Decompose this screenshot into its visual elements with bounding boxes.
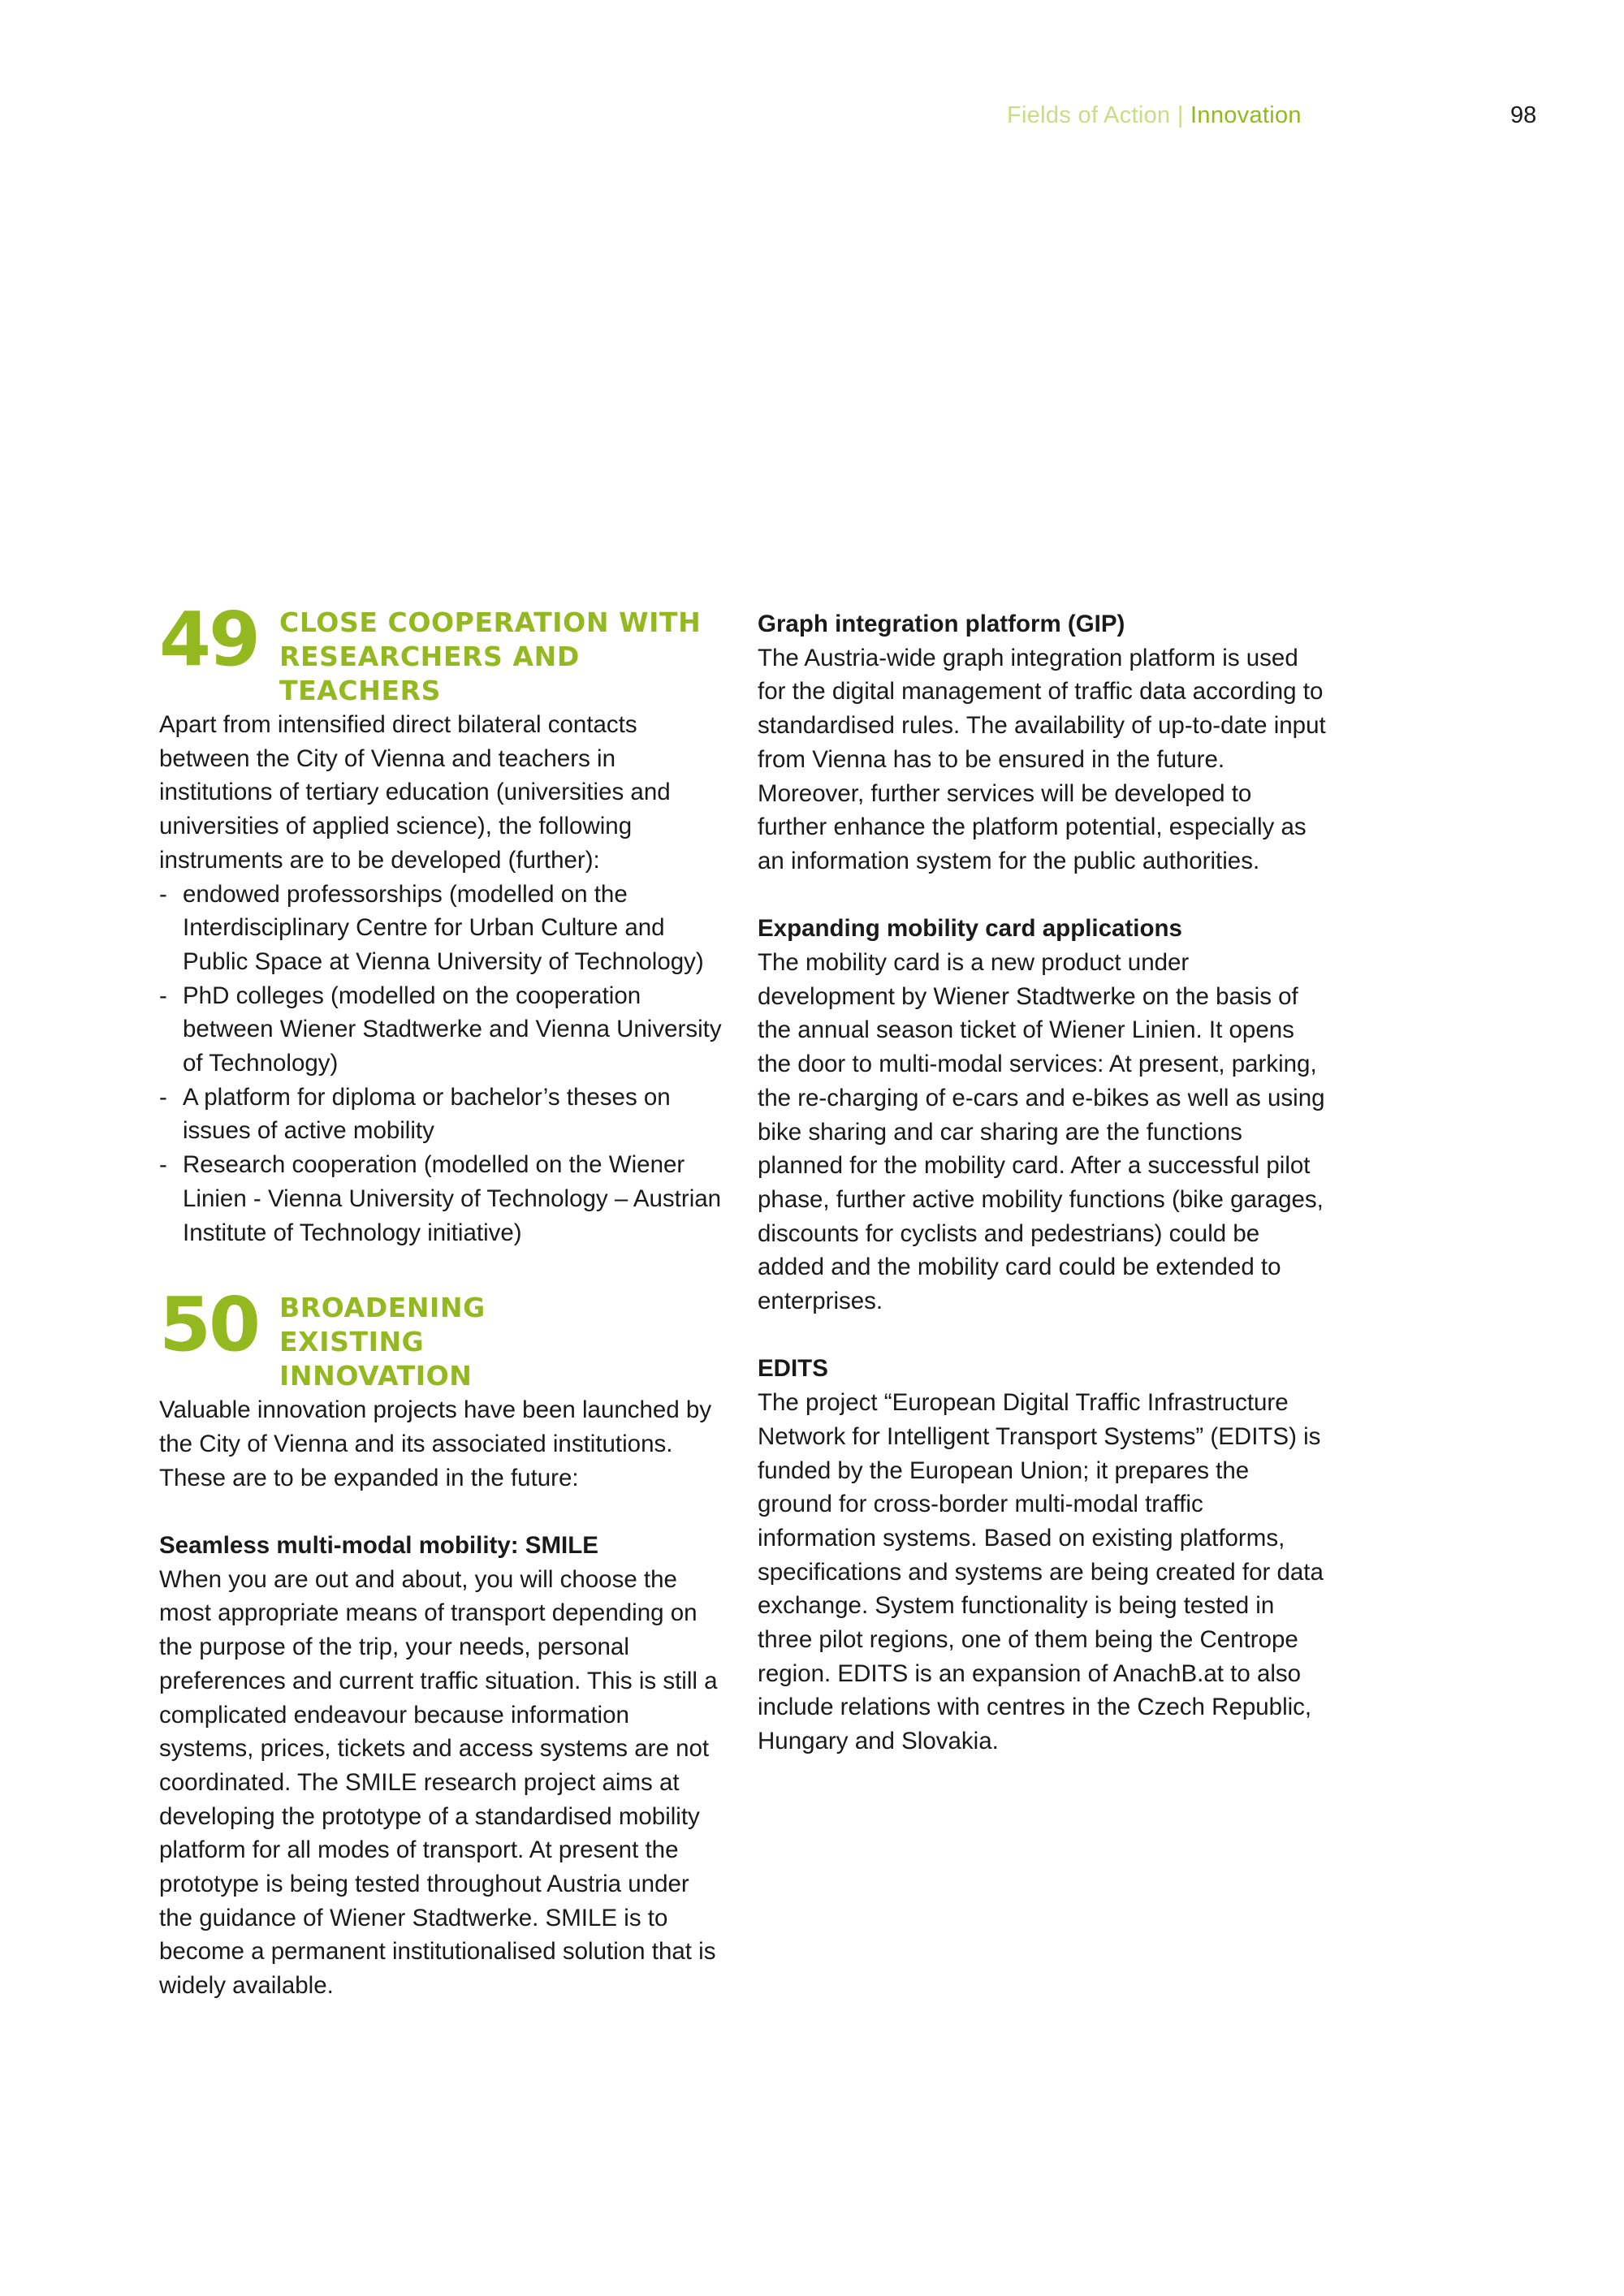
- section-50-title: BROADENING EXISTING INNOVATION: [279, 1292, 486, 1392]
- gip-heading: Graph integration platform (GIP): [758, 611, 1125, 637]
- header-topic: Innovation: [1190, 102, 1302, 128]
- section-49-title: CLOSE COOPERATION WITH RESEARCHERS AND TEACHERS: [279, 606, 702, 706]
- left-column: [159, 596, 728, 2003]
- smile-heading: Seamless multi-modal mobility: SMILE: [159, 1532, 598, 1560]
- list-item: - A platform for diploma or bachelor’s theses on issues of active mobility: [159, 1081, 728, 1148]
- section-50-heading: [159, 1281, 728, 1392]
- section-50-intro: Valuable innovation projects have been launched by the City of Vienna and its associated institutions. These are to be expanded in the future:: [159, 1396, 712, 1491]
- header-separator: |: [1177, 102, 1184, 128]
- right-column: [758, 607, 1326, 1759]
- gip-text: The Austria-wide graph integration platform is used for the digital management of traffic data according to standardised rules. The availability of up-to-date input from Vienna has to be ensured in the future. Moreover, further services will be developed to further enhance the platform potential, especially as an information system for the public authorities.: [758, 644, 1326, 874]
- smile-text: When you are out and about, you will choose the most appropriate means of transport depending on the purpose of the trip, your needs, personal preferences and current traffic situation. This is still a complicated endeavour because information systems, prices, tickets and access systems are not coordinated. The SMILE research project aims at developing the prototype of a standardised mobility platform for all modes of transport. At present the prototype is being tested throughout Austria under the guidance of Wiener Stadtwerke. SMILE is to become a permanent institutionalised solution that is widely available.: [159, 1565, 718, 2000]
- running-header: [1007, 102, 1302, 129]
- list-item: - Research cooperation (modelled on the Wiener Linien - Vienna University of Technology – Austrian Institute of Technology initiative): [159, 1148, 728, 1249]
- section-49-bullet-list: [159, 878, 728, 1250]
- section-49-intro: Apart from intensified direct bilateral contacts between the City of Vienna and teachers in institutions of tertiary education (universities and universities of applied science), the following instruments are to be developed (further):: [159, 711, 671, 874]
- list-item: - endowed professorships (modelled on the Interdisciplinary Centre for Urban Culture and Public Space at Vienna University of Technology): [159, 878, 728, 979]
- section-49-number: 49: [159, 596, 259, 683]
- mobility-card-heading: Expanding mobility card applications: [758, 915, 1182, 943]
- edits-text: The project “European Digital Traffic Infrastructure Network for Intelligent Transport Systems” (EDITS) is funded by the European Union; it prepares the ground for cross-border multi-modal traffic information systems. Based on existing platforms, specifications and systems are being created for data exchange. System functionality is being tested in three pilot regions, one of them being the Centrope region. EDITS is an expansion of AnachB.at to also include relations with centres in the Czech Republic, Hungary and Slovakia.: [758, 1389, 1324, 1755]
- section-50-number: 50: [159, 1281, 259, 1369]
- header-section: Fields of Action: [1007, 102, 1171, 128]
- edits-heading: EDITS: [758, 1355, 828, 1383]
- mobility-card-text: The mobility card is a new product under development by Wiener Stadtwerke on the basis of the annual season ticket of Wiener Linien. It opens the door to multi-modal services: At present, parking, the re-charging of e-cars and e-bikes as well as using bike sharing and car sharing are the functions planned for the mobility card. After a successful pilot phase, further active mobility functions (bike garages, discounts for cyclists and pedestrians) could be added and the mobility card could be extended to enterprises.: [758, 949, 1325, 1315]
- section-49-heading: [159, 596, 728, 706]
- page-number: 98: [1510, 102, 1537, 128]
- list-item: - PhD colleges (modelled on the cooperation between Wiener Stadtwerke and Vienna University of Technology): [159, 979, 728, 1081]
